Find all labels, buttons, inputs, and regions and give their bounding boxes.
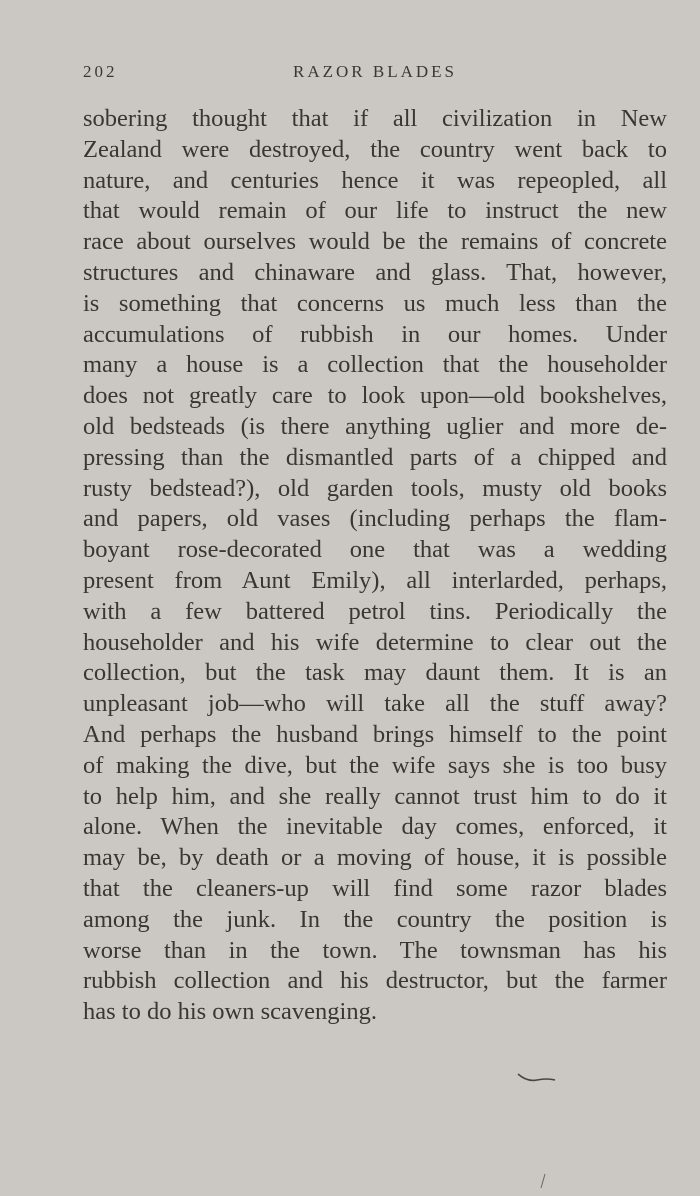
text-line: boyant rose-decorated one that was a wedding: [83, 536, 667, 564]
text-line: And perhaps the husband brings himself to the point: [83, 720, 667, 748]
text-line: alone. When the inevitable day comes, enforced, it: [83, 813, 667, 841]
text-line: that the cleaners-up will find some razor blades: [83, 874, 667, 902]
text-line: to help him, and she really cannot trust him to do it: [83, 782, 667, 810]
running-title: RAZOR BLADES: [293, 62, 457, 81]
text-line: worse than in the town. The townsman has his: [83, 936, 667, 964]
text-line: sobering thought that if all civilization in New: [83, 105, 667, 132]
text-line: has to do his own scavenging.: [83, 998, 377, 1026]
text-line: unpleasant job—who will take all the stuff away?: [83, 690, 667, 718]
text-line: that would remain of our life to instruct the new: [83, 197, 667, 225]
pencil-mark: [515, 1068, 560, 1088]
text-line: rubbish collection and his destructor, but the farmer: [83, 967, 667, 995]
text-line: of making the dive, but the wife says she is too busy: [83, 751, 667, 779]
text-line: may be, by death or a moving of house, it is possible: [83, 844, 667, 872]
text-line: among the junk. In the country the position is: [83, 905, 667, 933]
text-line: with a few battered petrol tins. Periodically the: [83, 597, 667, 625]
text-line: does not greatly care to look upon—old bookshelves,: [83, 382, 667, 410]
text-line: structures and chinaware and glass. That, however,: [83, 258, 667, 286]
text-line: and papers, old vases (including perhaps the flam-: [83, 505, 667, 533]
text-line: nature, and centuries hence it was repeopled, all: [83, 166, 667, 194]
text-line: householder and his wife determine to clear out the: [83, 628, 667, 656]
text-line: rusty bedstead?), old garden tools, musty old books: [83, 474, 667, 502]
page-number: 202: [83, 62, 118, 81]
text-line: pressing than the dismantled parts of a chipped and: [83, 443, 667, 471]
text-line: present from Aunt Emily), all interlarded, perhaps,: [83, 566, 667, 594]
text-line: is something that concerns us much less than the: [83, 289, 667, 317]
page-mark: [535, 1168, 555, 1193]
text-line: race about ourselves would be the remains of concrete: [83, 228, 667, 256]
text-line: old bedsteads (is there anything uglier and more de-: [83, 412, 667, 440]
text-line: collection, but the task may daunt them. It is an: [83, 659, 667, 687]
body-text: [83, 104, 667, 1028]
text-line: accumulations of rubbish in our homes. Under: [83, 320, 667, 348]
text-line: Zealand were destroyed, the country went back to: [83, 135, 667, 163]
text-line: many a house is a collection that the householder: [83, 351, 667, 379]
